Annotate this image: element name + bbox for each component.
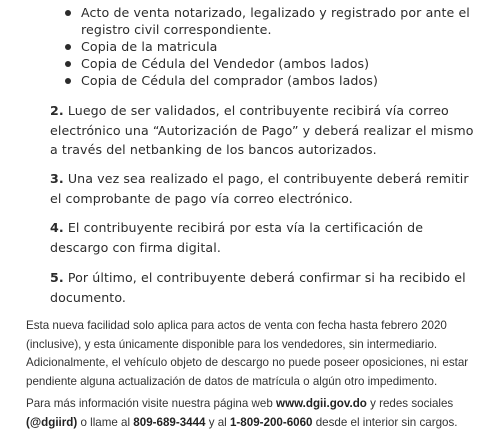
step-number: 4. xyxy=(50,220,64,235)
eligibility-notice: Esta nueva facilidad solo aplica para actos de venta con fecha hasta febrero 2020 (inclusive), y esta únicamente disponible para los vendedores, sin intermediario. Adicionalmente, el vehículo objeto de descargo no puede poseer oposiciones, ni estar pendiente alguna actualización de datos de matrícula o algún otro impedimento. xyxy=(26,319,469,388)
step-number: 3. xyxy=(50,171,64,186)
step-text: El contribuyente recibirá por esta vía la certificación de descargo con firma digital. xyxy=(50,220,424,255)
contact-call-intro: o llame al xyxy=(77,415,134,429)
step-2 xyxy=(50,101,482,160)
contact-outro: desde el interior sin cargos. xyxy=(312,415,458,429)
list-item: Copia de la matricula xyxy=(64,38,484,55)
step-3 xyxy=(50,169,482,208)
list-item: Acto de venta notarizado, legalizado y registrado por ante el registro civil correspondiente. xyxy=(64,4,484,38)
social-handle[interactable]: (@dgiird) xyxy=(26,415,78,429)
step-5 xyxy=(50,268,482,307)
step-number: 2. xyxy=(50,103,64,118)
list-item: Copia de Cédula del comprador (ambos lados) xyxy=(64,72,484,89)
phone-number-toll-free[interactable]: 1-809-200-6060 xyxy=(229,415,313,429)
step-number: 5. xyxy=(50,270,64,285)
requirements-list xyxy=(64,4,484,89)
phone-number-main[interactable]: 809-689-3444 xyxy=(133,415,206,429)
contact-social-intro: y redes sociales xyxy=(366,397,454,410)
contact-intro: Para más información visite nuestra página web xyxy=(26,397,277,410)
step-text: Una vez sea realizado el pago, el contribuyente deberá remitir el comprobante de pago vía correo electrónico. xyxy=(50,171,469,206)
step-text: Luego de ser validados, el contribuyente recibirá vía correo electrónico una “Autorización de Pago” y deberá realizar el mismo a través del netbanking de los bancos autorizados. xyxy=(50,103,474,157)
contact-info xyxy=(26,395,486,432)
contact-and: y al xyxy=(205,415,230,429)
website-link[interactable]: www.dgii.gov.do xyxy=(276,397,367,410)
step-4 xyxy=(50,218,482,257)
step-text: Por último, el contribuyente deberá confirmar si ha recibido el documento. xyxy=(50,270,466,305)
list-item: Copia de Cédula del Vendedor (ambos lados) xyxy=(64,55,484,72)
